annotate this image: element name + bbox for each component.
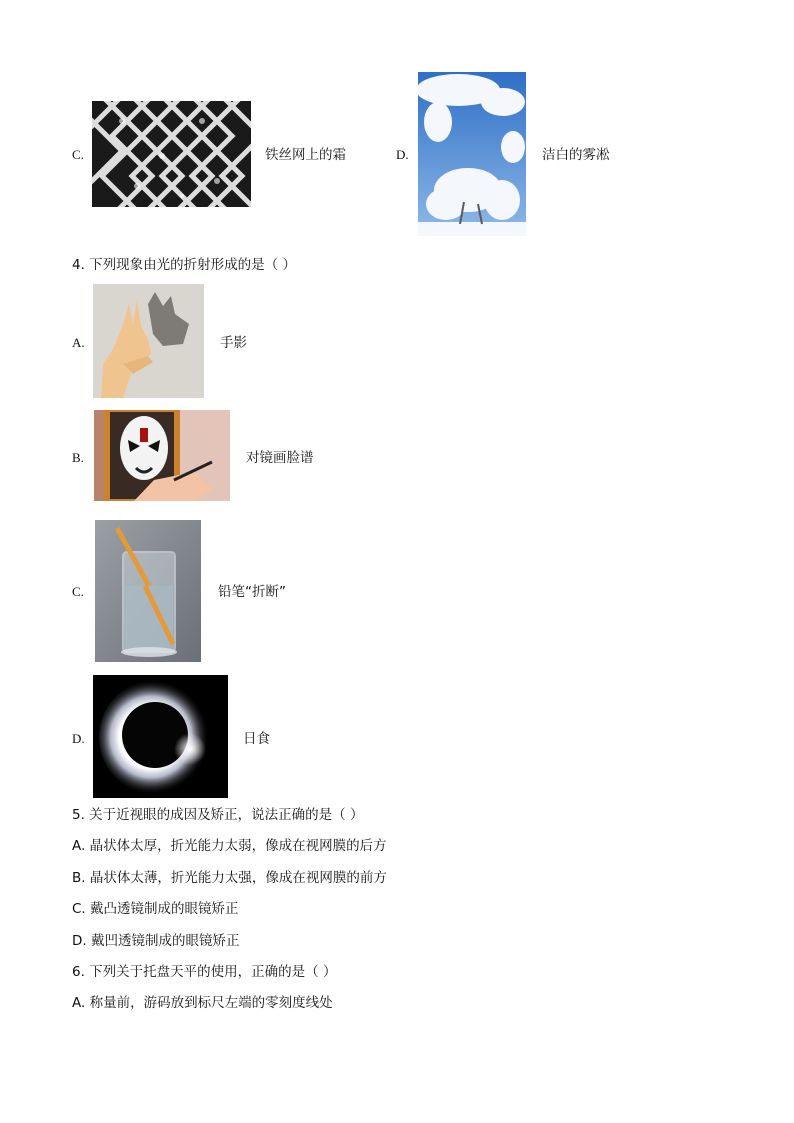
- q4-option-a-label: A.: [72, 335, 85, 350]
- frost-on-wire-mesh-photo: [92, 101, 251, 207]
- solar-eclipse-photo: [93, 675, 228, 798]
- option-d-text: 洁白的雾凇: [542, 147, 610, 163]
- option-c-label: C.: [72, 147, 84, 162]
- question-4-stem: 4. 下列现象由光的折射形成的是（ ）: [72, 257, 296, 273]
- q5-option-c: C. 戴凸透镜制成的眼镜矫正: [72, 901, 239, 917]
- pencil-in-water-photo: [95, 520, 201, 662]
- q4-option-c-label: C.: [72, 584, 84, 599]
- opera-mask-mirror-photo: [94, 410, 230, 501]
- option-d-label: D.: [396, 147, 409, 162]
- rime-tree-photo: [418, 72, 526, 236]
- q5-option-b: B. 晶状体太薄，折光能力太强，像成在视网膜的前方: [72, 870, 387, 886]
- q4-option-d-text: 日食: [243, 731, 270, 747]
- q4-option-b-text: 对镜画脸谱: [246, 450, 314, 466]
- q6-option-a: A. 称量前，游码放到标尺左端的零刻度线处: [72, 995, 333, 1011]
- q5-option-a: A. 晶状体太厚，折光能力太弱，像成在视网膜的后方: [72, 838, 387, 854]
- q5-option-d: D. 戴凹透镜制成的眼镜矫正: [72, 933, 240, 949]
- q4-option-c-text: 铅笔“折断”: [218, 584, 286, 600]
- q4-option-a-text: 手影: [220, 335, 247, 351]
- hand-shadow-photo: [93, 284, 204, 398]
- question-6-stem: 6. 下列关于托盘天平的使用，正确的是（ ）: [72, 964, 337, 980]
- q4-option-d-label: D.: [72, 731, 85, 746]
- q4-option-b-label: B.: [72, 450, 84, 465]
- option-c-text: 铁丝网上的霜: [265, 147, 346, 163]
- question-5-stem: 5. 关于近视眼的成因及矫正，说法正确的是（ ）: [72, 807, 364, 823]
